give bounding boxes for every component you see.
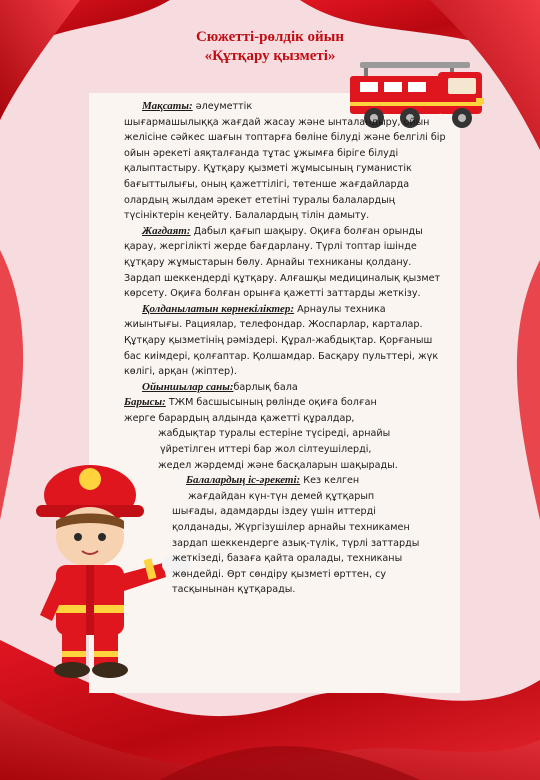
- actions-line-7: жөндейді. Өрт сөндіру қызметі өрттен, су: [172, 568, 387, 580]
- actions-line-1: Кез келген: [303, 475, 360, 487]
- progress-label: Барысы:: [124, 396, 166, 409]
- players-label: Ойыншылар саны:: [142, 380, 234, 393]
- visuals-text: Арнаулы техника жиынтығы. Рациялар, телефондар. Жоспарлар, карталар. Құтқару қызметінің рәміздері. Құрал-жабдықтар. Қорғаныш бас киімдері, қолғаптар. Қолшамдар. Басқару пульттері, жүк көлігі, арқан (жіптер).: [124, 303, 439, 378]
- players-paragraph: [124, 380, 446, 396]
- aim-rest: шығармашылыққа жағдай жасау және ынталандыру, ойын желісіне сәйкес шағын топтарға бөліне білуді және белгілі бір ойын әрекеті аяқталғанда тұтас ұжымға біріге білуді қалыптастыру. Құтқару қызметі жұмысының гуманистік бағыттылығы, оның қажеттілігі, төтенше жағдайларда олардың жылдам әрекет ететіні туралы балалардың түсініктерін кеңейту. Балалардың тілін дамыту.: [124, 116, 446, 222]
- progress-line-4: үйретілген иттері бар жол сілтеушілерді,: [160, 444, 372, 456]
- progress-line-2: жерге барардың алдында қажетті құралдар,: [124, 412, 355, 424]
- situation-text: Дабыл қағып шақыру. Оқиға болған орынды қарау, жергілікті жерде бағдарлану. Түрлі топтар ішінде құтқару жұмыстарын бөлу. Арнайы техниканы қолдану. Зардап шеккендерді құтқару. Алғашқы медициналық қызмет көрсету. Оқиға болған орынға қажетті заттарды жеткізу.: [124, 225, 441, 300]
- progress-paragraph: [124, 395, 446, 411]
- actions-line-3: шығады, адамдарды іздеу үшін иттерді: [172, 506, 376, 518]
- situation-paragraph: [124, 224, 446, 302]
- situation-label: Жағдаят:: [142, 224, 191, 237]
- progress-line-5: жедел жәрдемді және басқаларын шақырады.: [158, 459, 398, 471]
- actions-line-2: жағдайдан күн-түн демей құтқарып: [188, 490, 375, 502]
- actions-line-8: тасқынынан құтқарады.: [172, 584, 296, 596]
- progress-line-1: ТЖМ басшысының рөлінде оқиға болған: [168, 397, 377, 409]
- players-text: барлық бала: [233, 381, 298, 393]
- visuals-label: Қолданылатын көрнекіліктер:: [142, 302, 295, 315]
- actions-paragraph: [186, 473, 446, 489]
- actions-line-6: жеткізеді, базаға қайта оралады, техниканы: [172, 553, 403, 565]
- aim-paragraph: [124, 99, 446, 224]
- visuals-paragraph: [124, 302, 446, 380]
- actions-line-4: қолданады, Жүргізушілер арнайы техникамен: [172, 522, 410, 534]
- aim-line-1: әлеуметтік: [195, 101, 253, 112]
- progress-line-3: жабдықтар туралы естеріне түсіреді, арнайы: [158, 428, 391, 440]
- actions-label: Балалардың іс-әрекеті:: [186, 474, 301, 487]
- actions-line-5: зардап шеккендерге азық-түлік, түрлі заттарды: [172, 537, 420, 549]
- title-line-1: Сюжетті-рөлдік ойын: [195, 29, 345, 45]
- aim-label: Мақсаты:: [142, 100, 193, 112]
- description-text: [124, 99, 446, 598]
- title-line-2: «Құтқару қызметі»: [204, 48, 336, 64]
